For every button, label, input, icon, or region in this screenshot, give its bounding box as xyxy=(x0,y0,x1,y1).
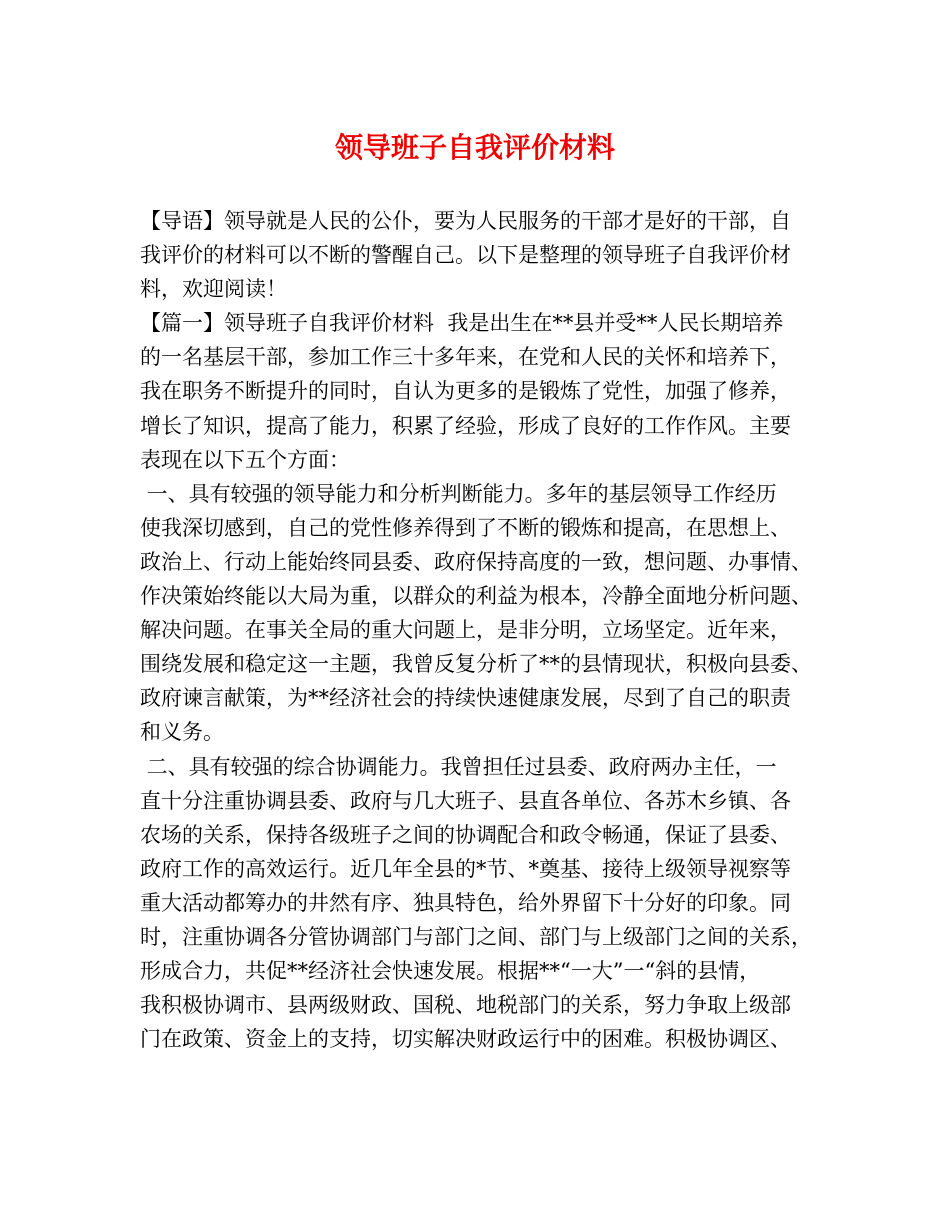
body-line: 表现在以下五个方面： xyxy=(140,447,350,472)
body-line: 增长了知识，提高了能力，积累了经验，形成了良好的工作作风。主要 xyxy=(140,413,791,438)
body-line: 政府工作的高效运行。近几年全县的*节、*奠基、接待上级领导视察等 xyxy=(140,856,791,881)
body-line: 【导语】领导就是人民的公仆，要为人民服务的干部才是好的干部，自 xyxy=(140,209,791,233)
body-line: 时，注重协调各分管协调部门与部门之间、部门与上级部门之间的关系， xyxy=(140,924,812,949)
body-line: 重大活动都筹办的井然有序、独具特色，给外界留下十分好的印象。同 xyxy=(140,890,791,915)
body-line: 二、具有较强的综合协调能力。我曾担任过县委、政府两办主任，一 xyxy=(140,754,777,779)
body-line: 农场的关系，保持各级班子之间的协调配合和政令畅通，保证了县委、 xyxy=(140,822,791,847)
document-body xyxy=(140,204,820,1056)
body-line: 【篇一】领导班子自我评价材料 我是出生在**县并受**人民长期培养 xyxy=(140,311,784,336)
body-line: 的一名基层干部，参加工作三十多年来，在党和人民的关怀和培养下， xyxy=(140,345,791,370)
body-line: 门在政策、资金上的支持，切实解决财政运行中的困难。积极协调区、 xyxy=(140,1027,791,1052)
body-line: 政府谏言献策，为**经济社会的持续快速健康发展，尽到了自己的职责 xyxy=(140,686,791,711)
body-line: 使我深切感到，自己的党性修养得到了不断的锻炼和提高，在思想上、 xyxy=(140,515,791,540)
body-line: 作决策始终能以大局为重，以群众的利益为根本，冷静全面地分析问题、 xyxy=(140,584,812,609)
body-line: 和义务。 xyxy=(140,720,224,745)
body-line: 我评价的材料可以不断的警醒自己。以下是整理的领导班子自我评价材 xyxy=(140,243,791,268)
body-line: 一、具有较强的领导能力和分析判断能力。多年的基层领导工作经历 xyxy=(140,481,777,506)
body-line: 形成合力，共促**经济社会快速发展。根据**“一大”一“斜的县情， xyxy=(140,959,761,984)
document-title: 领导班子自我评价材料 xyxy=(334,131,615,164)
body-line: 料，欢迎阅读！ xyxy=(140,277,287,302)
body-line: 解决问题。在事关全局的重大问题上，是非分明，立场坚定。近年来， xyxy=(140,618,791,643)
body-line: 我在职务不断提升的同时，自认为更多的是锻炼了党性，加强了修养， xyxy=(140,379,791,404)
body-line: 直十分注重协调县委、政府与几大班子、县直各单位、各苏木乡镇、各 xyxy=(140,788,791,813)
body-line: 围绕发展和稳定这一主题，我曾反复分析了**的县情现状，积极向县委、 xyxy=(140,652,812,677)
body-line: 我积极协调市、县两级财政、国税、地税部门的关系，努力争取上级部 xyxy=(140,993,791,1018)
body-line: 政治上、行动上能始终同县委、政府保持高度的一致，想问题、办事情、 xyxy=(140,549,812,574)
